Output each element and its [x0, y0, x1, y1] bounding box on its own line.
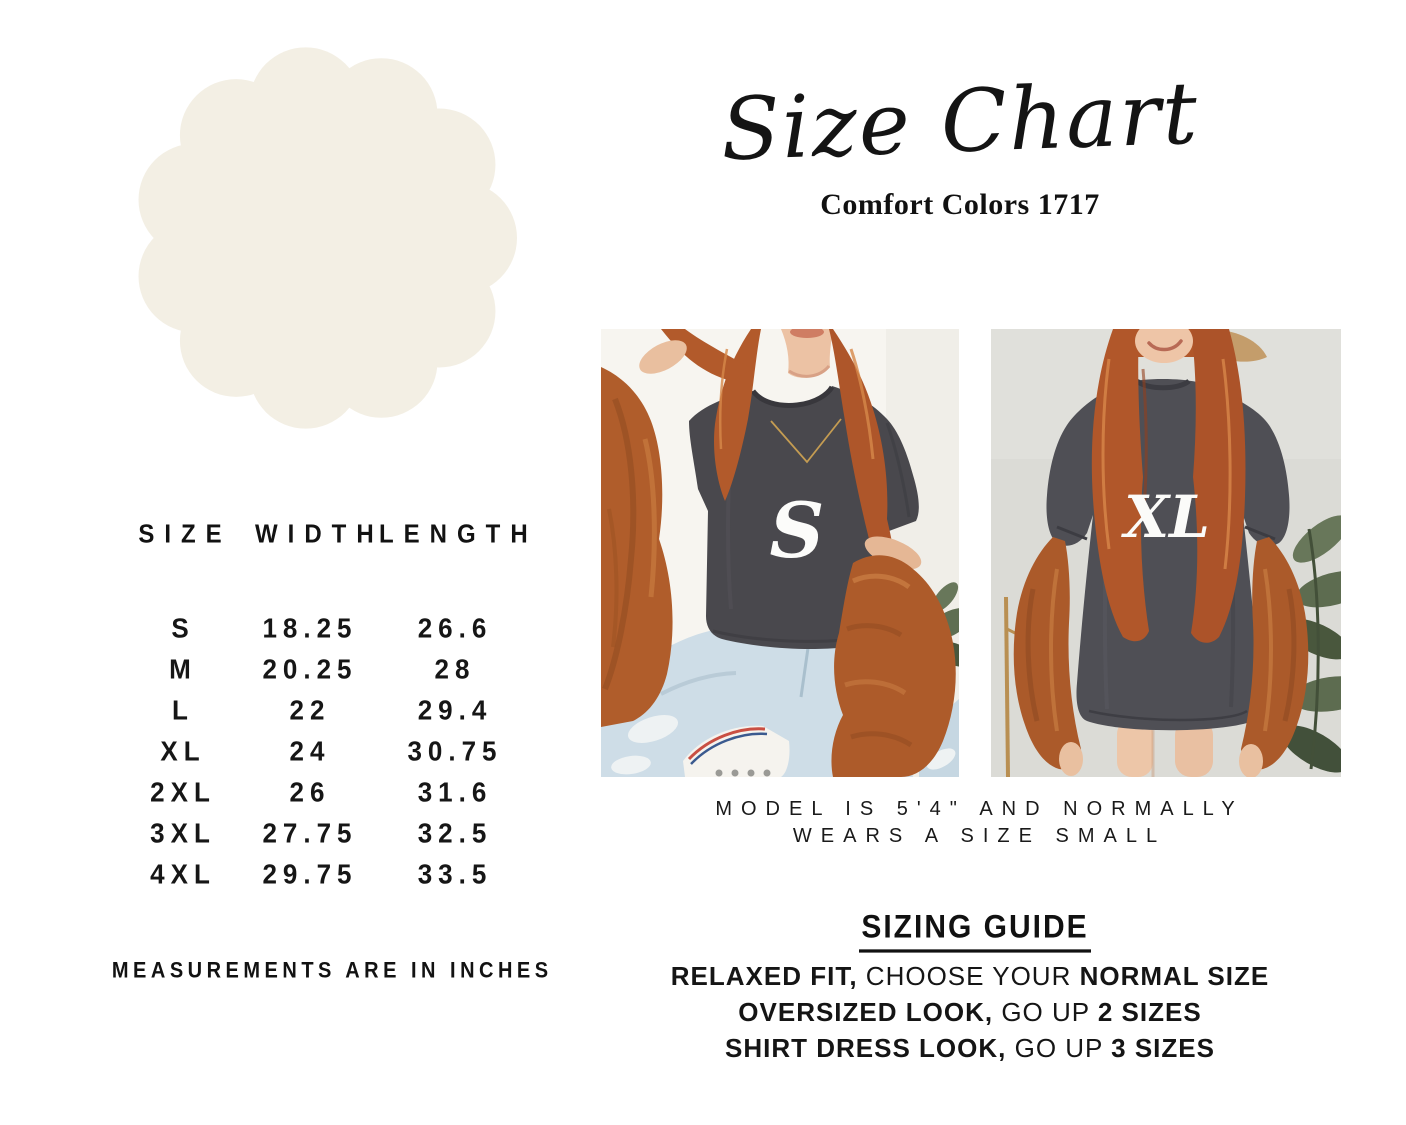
column-header-size: SIZE: [138, 519, 232, 550]
model-photo-size-xl: [991, 329, 1341, 777]
cell-size: M: [169, 653, 197, 685]
cell-length: 31.6: [417, 776, 493, 808]
column-header-width: WIDTH: [255, 519, 384, 550]
cell-width: 18.25: [262, 612, 358, 644]
cell-width: 20.25: [262, 653, 358, 685]
cell-size: L: [172, 694, 194, 726]
cell-length: 30.75: [407, 735, 503, 767]
table-row: [115, 690, 545, 731]
cell-length: 28: [434, 653, 476, 685]
guide-regular: GO UP: [993, 997, 1098, 1027]
cell-length: 33.5: [417, 858, 493, 890]
model-photo-size-s: [601, 329, 959, 777]
scallop-decoration: [132, 46, 518, 430]
size-table: [115, 518, 545, 895]
page-title: Size Chart: [719, 63, 1201, 181]
size-table-body: [115, 608, 545, 895]
guide-bold: 3 SIZES: [1111, 1033, 1215, 1063]
cell-size: 2XL: [150, 776, 216, 808]
subtitle: Comfort Colors 1717: [820, 188, 1100, 221]
model-caption: [650, 796, 1300, 850]
sizing-guide-heading-wrap: [650, 911, 1300, 951]
cell-size: 3XL: [150, 817, 216, 849]
model-caption-line1: MODEL IS 5'4" AND NORMALLY: [715, 798, 1244, 820]
shirt-letter-xl: XL: [1124, 483, 1210, 551]
sizing-guide-line: [620, 1030, 1320, 1066]
cell-size: S: [171, 612, 195, 644]
table-row: [115, 813, 545, 854]
size-table-header: [115, 518, 545, 552]
table-row: [115, 772, 545, 813]
guide-bold: SHIRT DRESS LOOK,: [725, 1033, 1007, 1063]
model-face: [781, 329, 833, 378]
guide-bold: 2 SIZES: [1097, 997, 1202, 1027]
table-row: [115, 649, 545, 690]
cell-width: 22: [289, 694, 331, 726]
guide-bold: OVERSIZED LOOK,: [738, 997, 994, 1027]
table-row: [115, 854, 545, 895]
cell-width: 29.75: [262, 858, 358, 890]
title-block: [640, 58, 1280, 222]
sizing-guide-line: [620, 994, 1320, 1030]
model-caption-line2: WEARS A SIZE SMALL: [792, 825, 1167, 847]
cell-width: 26: [289, 776, 331, 808]
measurements-note: MEASUREMENTS ARE IN INCHES: [111, 958, 553, 984]
cell-length: 26.6: [417, 612, 493, 644]
hand-right: [1239, 744, 1263, 777]
cell-size: 4XL: [150, 858, 216, 890]
cell-size: XL: [160, 735, 206, 767]
guide-regular: CHOOSE YOUR: [857, 961, 1080, 991]
sizing-guide-line: [620, 958, 1320, 994]
table-row: [115, 608, 545, 649]
hand-left: [1059, 742, 1083, 776]
table-row: [115, 731, 545, 772]
shirt-letter-s: S: [769, 486, 825, 575]
guide-bold: NORMAL SIZE: [1079, 961, 1270, 991]
cell-width: 24: [289, 735, 331, 767]
guide-regular: GO UP: [1006, 1033, 1112, 1063]
guide-bold: RELAXED FIT,: [670, 961, 858, 991]
sizing-guide-lines: [620, 958, 1320, 1066]
cell-width: 27.75: [262, 817, 358, 849]
cell-length: 29.4: [417, 694, 493, 726]
column-header-length: LENGTH: [379, 519, 538, 550]
cell-length: 32.5: [417, 817, 493, 849]
sizing-guide-heading: SIZING GUIDE: [859, 909, 1090, 952]
